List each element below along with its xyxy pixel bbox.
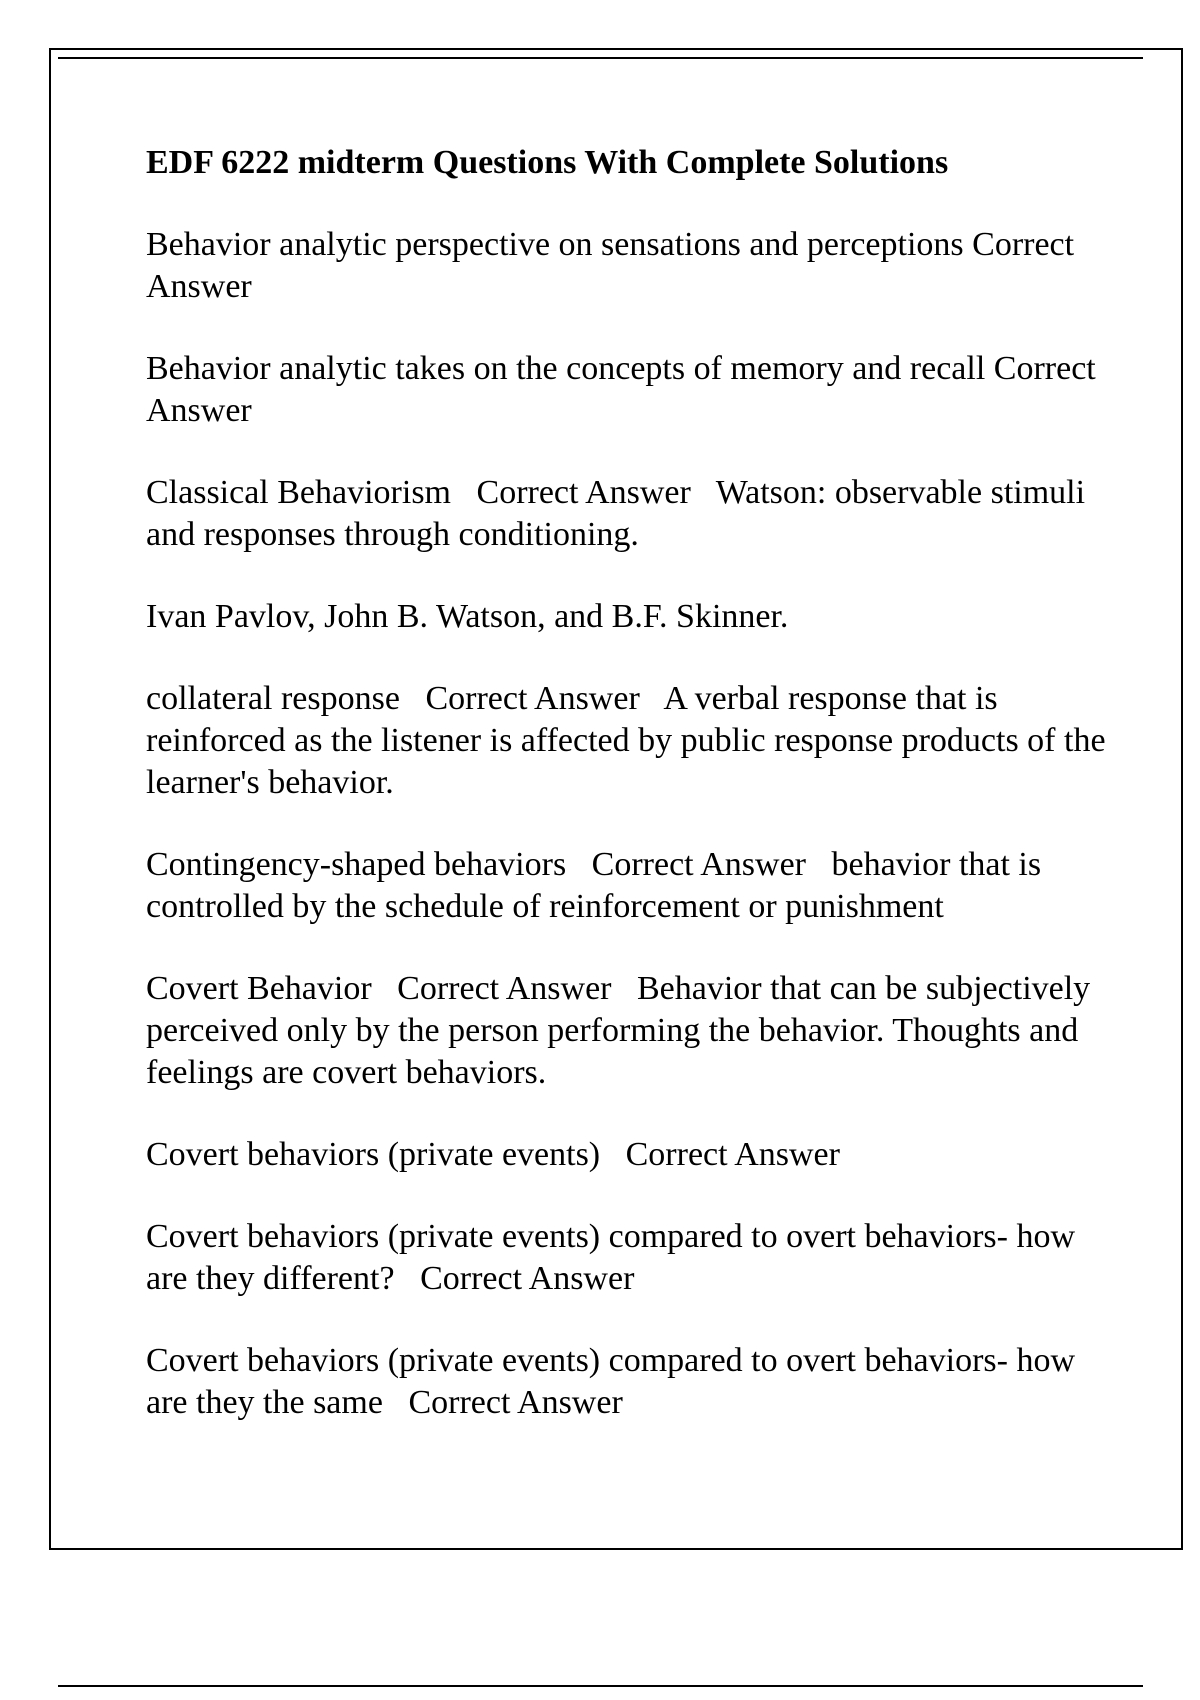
header-rule: [58, 57, 1143, 59]
answer-label: Correct Answer: [397, 970, 612, 1007]
qa-entry: [146, 348, 1106, 432]
qa-entry: [146, 844, 1106, 928]
answer-text: behavior that is controlled by the schedule of reinforcement or punishment: [146, 846, 1042, 925]
answer-label: Correct Answer: [146, 226, 1075, 305]
question-term: Ivan Pavlov, John B. Watson, and B.F. Skinner.: [146, 598, 789, 635]
qa-entry: [146, 1134, 1106, 1176]
qa-entry: [146, 678, 1106, 804]
question-term: Behavior analytic takes on the concepts of memory and recall: [146, 350, 986, 387]
answer-label: Correct Answer: [425, 680, 640, 717]
qa-entry: [146, 472, 1106, 556]
qa-entry: [146, 596, 1106, 638]
answer-label: Correct Answer: [591, 846, 806, 883]
question-term: Classical Behaviorism: [146, 474, 452, 511]
document-title: EDF 6222 midterm Questions With Complete Solutions: [146, 144, 949, 181]
answer-label: Correct Answer: [420, 1260, 635, 1297]
question-term: Behavior analytic perspective on sensations and perceptions: [146, 226, 964, 263]
qa-entry: [146, 224, 1106, 308]
question-term: Covert behaviors (private events): [146, 1136, 601, 1173]
question-term: Contingency-shaped behaviors: [146, 846, 567, 883]
answer-text: A verbal response that is reinforced as the listener is affected by public response products of the learner's behavior.: [146, 680, 1106, 801]
qa-entry: [146, 1216, 1106, 1300]
qa-entry: [146, 1340, 1106, 1424]
answer-label: Correct Answer: [408, 1384, 623, 1421]
question-term: collateral response: [146, 680, 400, 717]
answer-label: Correct Answer: [476, 474, 691, 511]
question-term: Covert behaviors (private events) compared to overt behaviors- how are they different?: [146, 1218, 1076, 1297]
answer-label: Correct Answer: [146, 350, 1096, 429]
answer-text: Watson: observable stimuli and responses through conditioning.: [146, 474, 1086, 553]
answer-text: Behavior that can be subjectively perceived only by the person performing the behavior. Thoughts and feelings are covert behaviors.: [146, 970, 1091, 1091]
qa-entry: [146, 968, 1106, 1094]
document-body: [146, 142, 1106, 1464]
footer-rule: [58, 1685, 1143, 1687]
answer-label: Correct Answer: [625, 1136, 840, 1173]
question-term: Covert behaviors (private events) compared to overt behaviors- how are they the same: [146, 1342, 1076, 1421]
question-term: Covert Behavior: [146, 970, 372, 1007]
